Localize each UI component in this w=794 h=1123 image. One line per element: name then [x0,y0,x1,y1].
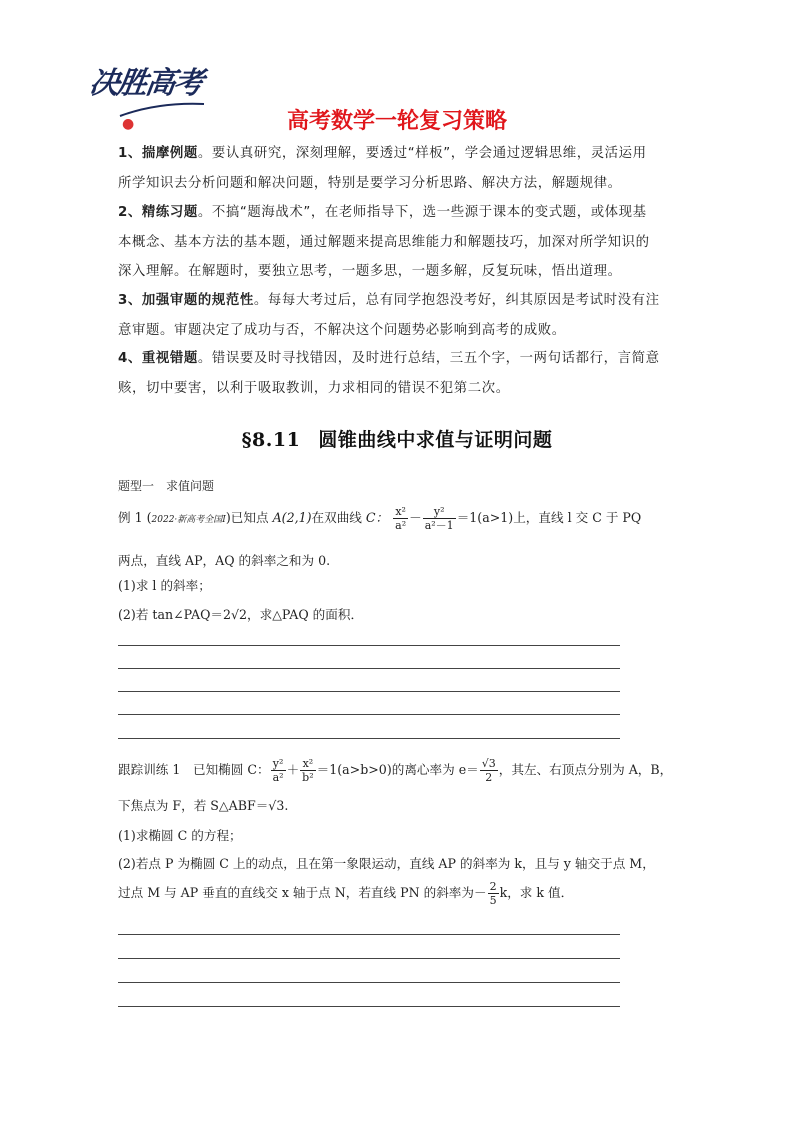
practice-1-question-2: (2)若点 P 为椭圆 C 上的动点，且在第一象限运动，直线 AP 的斜率为 k，且与 y 轴交于点 M， [118,856,655,871]
fraction: $\frac{√3}{2}$ [481,757,496,784]
section-number: §8.11 [241,429,301,451]
logo-mascot-icon: ● [122,116,135,132]
example-1-line-1: 例 1 (2022·新高考全国Ⅰ)已知点 A(2,1)在双曲线 C： $\frac{\text{x²}}{\text{a²}}$ － $\frac{\text{y²}}{\text{a²－1}}$ ＝1(a>1)上，直线 l 交 C 于 PQ [118,505,642,532]
example-1-question-2: (2)若 tan∠PAQ＝2√2，求△PAQ 的面积． [118,607,364,622]
strategy-1-label: 1、揣摩例题 [118,146,198,161]
strategy-3: 3、加强审题的规范性。每每大考过后，总有同学抱怨没考好，纠其原因是考试时没有注 意审题。审题决定了成功与否，不解决这个问题势必影响到高考的成败。 [118,293,660,338]
answer-line [118,645,620,646]
answer-line [118,958,620,959]
type-label: 题型一 求值问题 [118,479,215,493]
fraction: $\frac{2}{5}$ [489,880,497,907]
fraction: $\frac{\text{x²}}{\text{b²}}$ [302,757,314,784]
strategy-1: 1、揣摩例题。要认真研究，深刻理解，要透过“样板”，学会通过逻辑思维，灵活运用 所学知识去分析问题和解决问题，特别是要学习分析思路、解决方法，解题规律。 [118,146,647,191]
answer-line [118,1006,620,1007]
page-title: 高考数学一轮复习策略 [286,109,507,134]
fraction: $\frac{\text{y²}}{\text{a²}}$ [272,757,284,784]
example-1-line-2: 两点，直线 AP，AQ 的斜率之和为 0. [118,553,331,568]
fraction: $\frac{\text{y²}}{\text{a²－1}}$ [424,505,454,532]
practice-1-question-1: (1)求椭圆 C 的方程； [118,828,242,843]
fraction: $\frac{\text{x²}}{\text{a²}}$ [395,505,407,532]
answer-line [118,668,620,669]
strategy-4: 4、重视错题。错误要及时寻找错因，及时进行总结，三五个字，一两句话都行，言简意 赅，切中要害，以利于吸取教训，力求相同的错误不犯第二次。 [118,351,660,396]
strategy-2-label: 2、精练习题 [118,205,198,220]
answer-line [118,738,620,739]
answer-line [118,982,620,983]
strategy-3-label: 3、加强审题的规范性 [118,293,254,308]
practice-1-question-3: 过点 M 与 AP 垂直的直线交 x 轴于点 N，若直线 PN 的斜率为－ $\frac{2}{5}$ k，求 k 值． [118,880,574,907]
example-1-question-1: (1)求 l 的斜率； [118,578,211,593]
strategy-4-label: 4、重视错题 [118,351,198,366]
practice-1-line-2: 下焦点为 F，若 S△ABF＝√3. [118,798,289,813]
practice-1-line-1: 跟踪训练 1 已知椭圆 C： $\frac{\text{y²}}{\text{a²}}$ ＋ $\frac{\text{x²}}{\text{b²}}$ ＝1(a>b>0)的离心率为 e＝ $\frac{√3}{2}$ ，其左、右顶点分别为 A，B， [118,757,673,784]
logo-text: 决胜高考 [87,66,204,101]
section-title [0,425,794,452]
answer-line [118,714,620,715]
strategy-2: 2、精练习题。不搞“题海战术”，在老师指导下，选一些源于课本的变式题，或体现基 本概念、基本方法的基本题，通过解题来提高思维能力和解题技巧，加深对所学知识的 深入理解。在解题时，要独立思考，一题多思，一题多解，反复玩味，悟出道理。 [118,205,650,279]
section-title-text: 圆锥曲线中求值与证明问题 [318,429,553,451]
answer-line [118,691,620,692]
answer-line [118,934,620,935]
